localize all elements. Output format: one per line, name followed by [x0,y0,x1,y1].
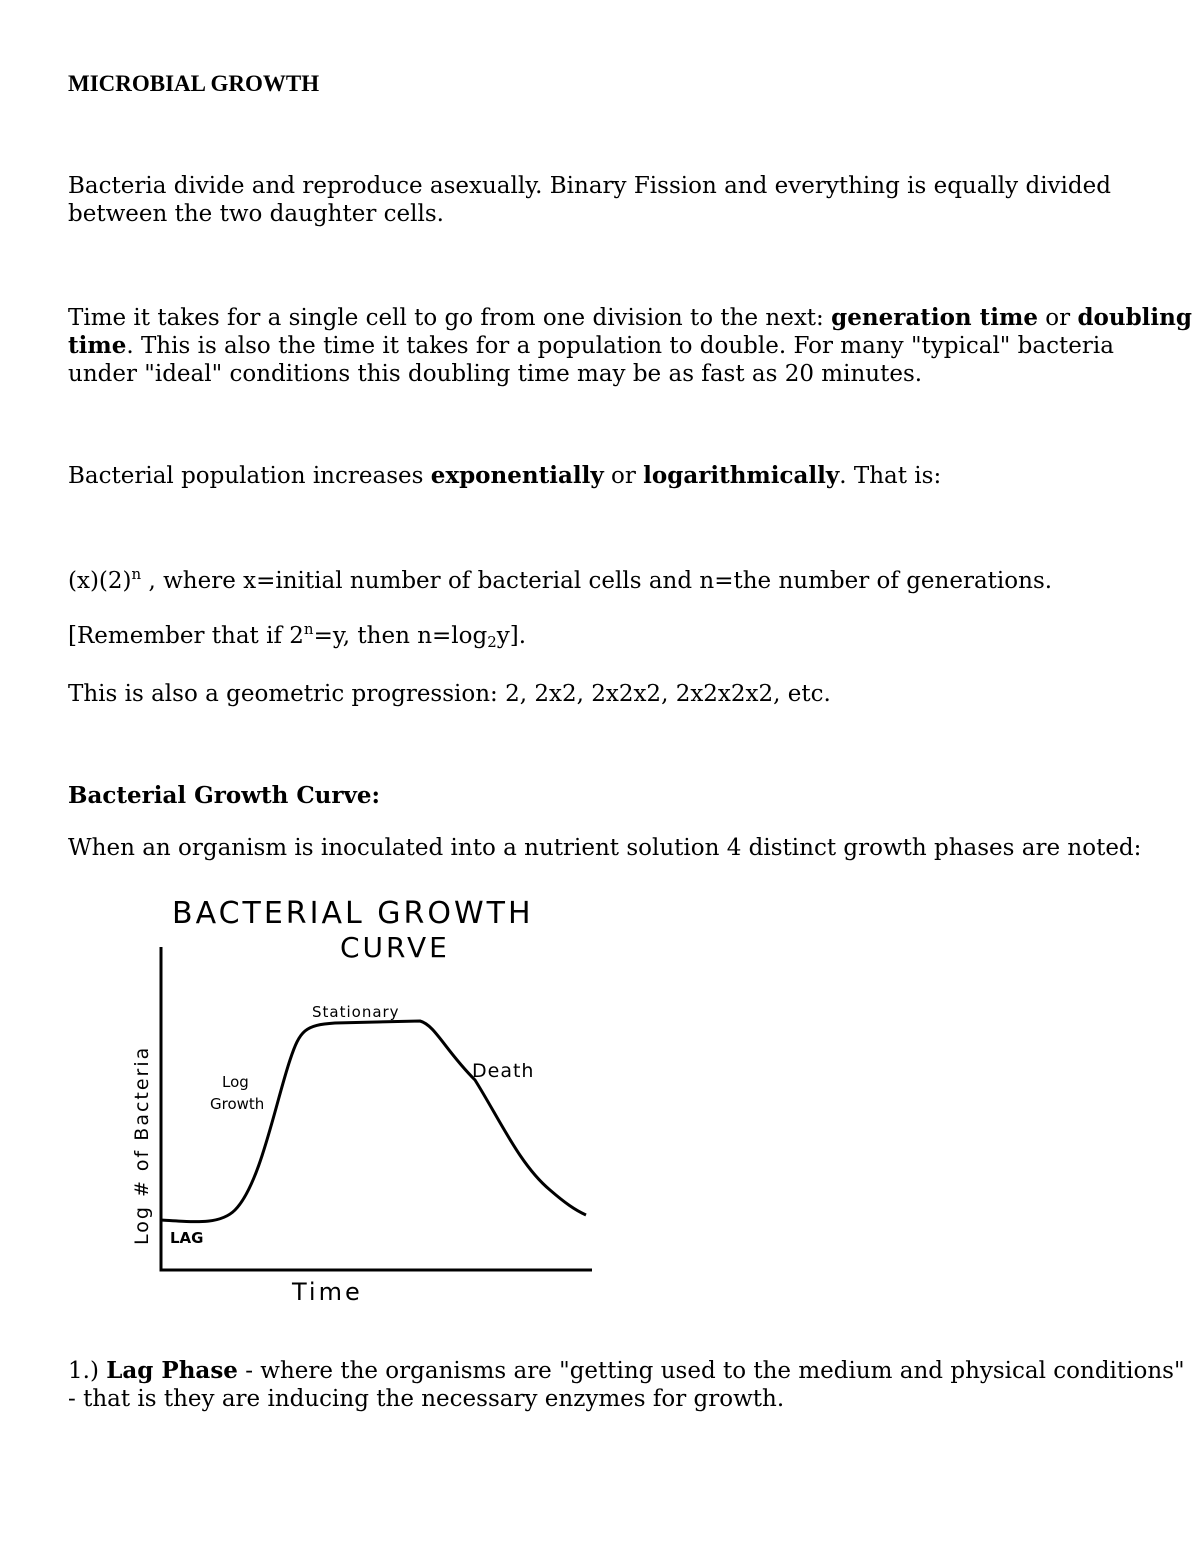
paragraph-generation-time-line1: Time it takes for a single cell to go from one division to the next: generation time or doubling [68,304,1192,331]
page-title: MICROBIAL GROWTH [68,71,320,96]
formula-line: $(x)(2)^n$ , where x=initial number of bacterial cells and n=the number of generations. [68,565,1053,594]
paragraph-generation-time-line2: time. This is also the time it takes for a population to double. For many "typical" bacteria [68,332,1114,359]
term-lag-phase: Lag Phase [106,1357,238,1384]
geometric-progression-line: This is also a geometric progression: 2, 2x2, 2x2x2, 2x2x2x2, etc. [68,681,831,707]
term-generation-time: generation time [831,304,1038,331]
growth-curve-intro: When an organism is inoculated into a nutrient solution 4 distinct growth phases are noted: [68,835,1142,861]
label-stationary: Stationary [312,1003,400,1021]
term-doubling: doubling [1077,304,1192,331]
term-time: time [68,332,127,359]
section-heading-growth-curve: Bacterial Growth Curve: [68,782,380,809]
term-logarithmically: logarithmically [643,462,840,489]
paragraph-binary-fission-line1: Bacteria divide and reproduce asexually. Binary Fission and everything is equally divided [68,173,1111,199]
figure-title [172,896,534,964]
remember-line: [Remember that if $2^n=y$, then $n=\log_2y$]. [68,620,527,651]
y-axis-label: Log # of Bacteria [131,1045,153,1245]
lag-phase-line1: 1.) Lag Phase - where the organisms are "getting used to the medium and physical conditions" [68,1357,1185,1384]
label-log-line1: Log [222,1073,249,1091]
label-log-line2: Growth [210,1095,265,1113]
figure-title-line2: CURVE [340,931,450,964]
paragraph-generation-time-line3: under "ideal" conditions this doubling time may be as fast as 20 minutes. [68,361,923,387]
paragraph-exponential: Bacterial population increases exponentially or logarithmically. That is: [68,462,942,489]
growth-curve-line [161,1021,586,1222]
label-death: Death [472,1060,535,1082]
paragraph-binary-fission-line2: between the two daughter cells. [68,201,444,227]
label-lag: LAG [170,1229,204,1247]
term-exponentially: exponentially [430,462,604,489]
x-axis-label: Time [292,1278,363,1306]
figure-title-line1: BACTERIAL GROWTH [172,896,534,931]
bacterial-growth-curve-figure [100,885,620,1315]
lag-phase-line2: - that is they are inducing the necessary enzymes for growth. [68,1386,785,1412]
